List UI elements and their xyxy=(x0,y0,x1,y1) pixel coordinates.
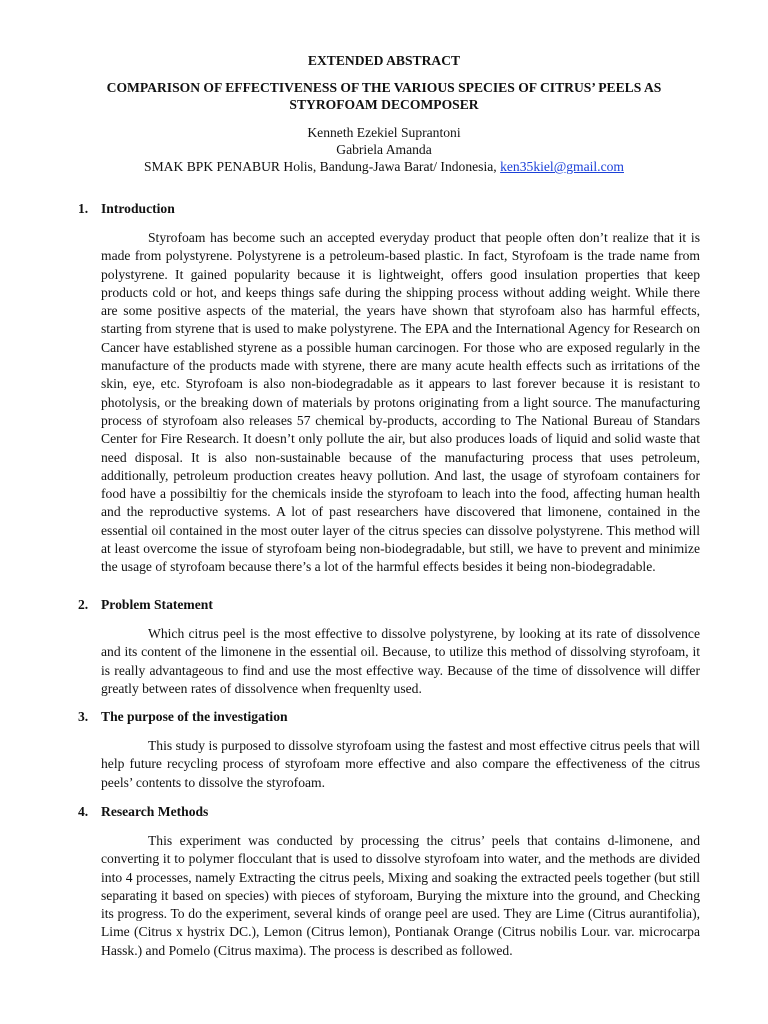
paper-title xyxy=(0,79,768,113)
section-heading xyxy=(78,708,700,725)
section-number: 1. xyxy=(78,201,89,216)
section-number: 3. xyxy=(78,709,89,724)
section-introduction xyxy=(78,200,700,577)
section-body: Which citrus peel is the most effective to dissolve polystyrene, by looking at its rate of dissolvence and its content of the limonene in the essential oil. Because, to utilize this method of dissolving styrofoam, it is really advantageous to find and use the most effective way. Because of the time of dissolvence will differ greatly between rates of dissolvence when frequenlty used. xyxy=(101,626,700,696)
section-body: Styrofoam has become such an accepted everyday product that people often don’t realize that it is made from polystyrene. Polystyrene is a petroleum-based plastic. In fact, Styrofoam is the trade name from polystyrene. It gained popularity because it is lightweight, offers good insulation properties that keep products cold or hot, and keeps things safe during the shipping process without adding weight. While there are some positive aspects of the material, the years have shown that styrofoam also has harmful effects, starting from styrene that is used to make polystyrene. The EPA and the International Agency for Research on Cancer have established styrene as a possible human carcinogen. For those who are exposed regularly in the manufacture of the products made with styrene, there are many acute health effects such as irritations of the skin, eye, etc. Styrofoam is also non-biodegradable as it appears to last forever because it is resistant to photolysis, or the breaking down of materials by protons originating from a light source. The manufacturing process of styrofoam also releases 57 chemical by-products, according to The National Bureau of Standars Center for Fire Research. It doesn’t only pollute the air, but also produces loads of liquid and solid waste that need disposal. It is also non-sustainable because of the manufacturing process that uses petroleum, additionally, petroleum production creates heavy pollution. And last, the usage of styrofoam containers for food have a possibiltiy for the chemicals inside the styrofoam to leach into the food, affecting human health and the reproductive systems. A lot of past researchers have discovered that limonene, contained in the essential oil contained in the most outer layer of the citrus species can dissolve polystyrene. This method will at least overcome the issue of styrofoam being non-biodegradable, but still, we have to prevent and minimize the usage of styrofoam because there’s a lot of the harmful effects besides it being non-biodegradable. xyxy=(101,230,700,575)
section-purpose xyxy=(78,708,700,792)
section-body: This experiment was conducted by processing the citrus’ peels that contains d-limonene, and converting it to polymer flocculant that is used to dissolve styrofoam into water, and the methods are divided into 4 processes, namely Extracting the citrus peels, Mixing and soaking the extracted peels together (but still separating it based on species) with pieces of styforoam, Burying the mixture into the ground, and Checking its progress. To do the experiment, several kinds of orange peel are used. They are Lime (Citrus aurantifolia), Lime (Citrus x hystrix DC.), Lemon (Citrus lemon), Pontianak Orange (Citrus nobilis Lour. var. microcarpa Hassk.) and Pomelo (Citrus maxima). The process is described as followed. xyxy=(101,833,700,958)
email-link[interactable]: ken35kiel@gmail.com xyxy=(500,159,624,174)
section-problem-statement xyxy=(78,596,700,698)
section-heading xyxy=(78,803,700,820)
author-1: Kenneth Ezekiel Suprantoni xyxy=(307,125,461,140)
affiliation-line xyxy=(0,158,768,175)
section-title: The purpose of the investigation xyxy=(101,709,288,724)
paper-title-line-2: STYROFOAM DECOMPOSER xyxy=(289,97,479,112)
section-title: Introduction xyxy=(101,201,175,216)
document-label: EXTENDED ABSTRACT xyxy=(307,53,461,68)
section-body: This study is purposed to dissolve styrofoam using the fastest and most effective citrus peels that will help future recycling process of styrofoam more effective and also compare the effectiveness of the citrus peels’ contents to dissolve the styrofoam. xyxy=(101,738,700,790)
section-heading xyxy=(78,596,700,613)
section-heading xyxy=(78,200,700,217)
affiliation: SMAK BPK PENABUR Holis, Bandung-Jawa Barat/ Indonesia, xyxy=(144,159,501,174)
section-title: Research Methods xyxy=(101,804,209,819)
section-title: Problem Statement xyxy=(101,597,213,612)
section-research-methods xyxy=(78,803,700,960)
section-number: 2. xyxy=(78,597,89,612)
section-number: 4. xyxy=(78,804,89,819)
author-2: Gabriela Amanda xyxy=(336,142,432,157)
paper-title-line-1: COMPARISON OF EFFECTIVENESS OF THE VARIOUS SPECIES OF CITRUS’ PEELS AS xyxy=(106,80,662,95)
